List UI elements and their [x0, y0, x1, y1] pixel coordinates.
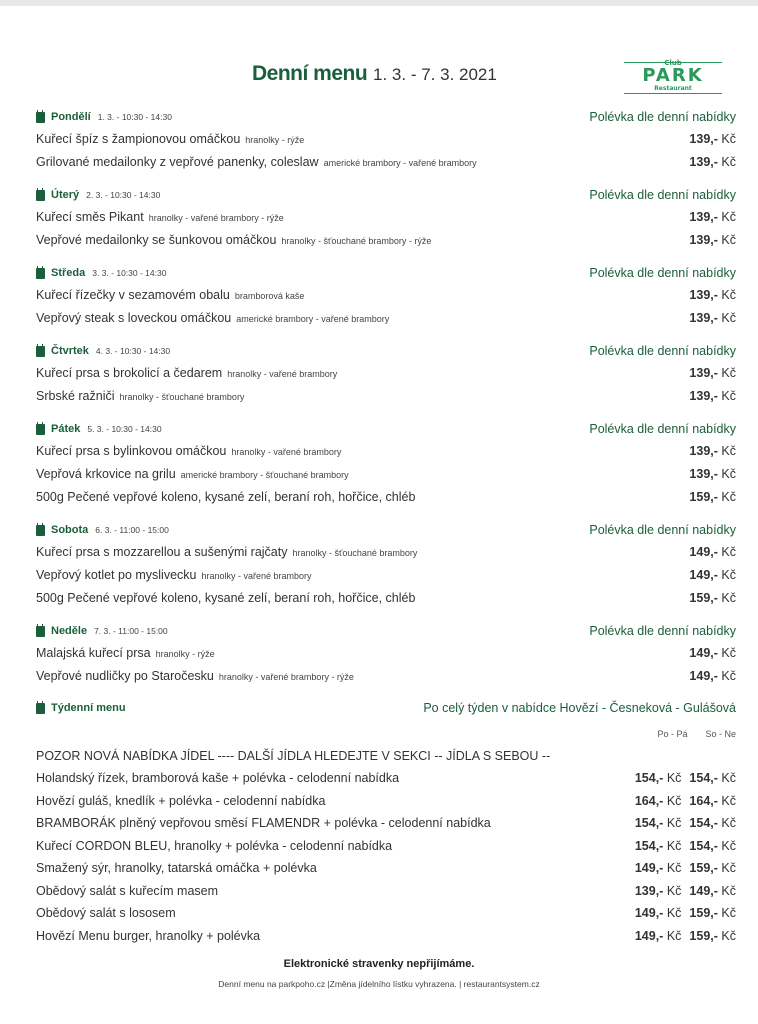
day-section [36, 621, 736, 687]
item-name: Vepřové nudličky po Staročesku [36, 668, 214, 683]
day-section [36, 419, 736, 508]
item-name-wrap [36, 210, 284, 224]
price-value: 159,- [689, 928, 718, 943]
page-title [252, 62, 497, 86]
price-value: 139,- [689, 131, 718, 146]
item-name-wrap [36, 155, 477, 169]
price-value: 139,- [689, 232, 718, 247]
price-value: 159,- [689, 861, 718, 876]
day-name: Úterý [51, 189, 80, 201]
item-name: Smažený sýr, hranolky, tatarská omáčka + polévka [36, 861, 317, 876]
price-columns [36, 724, 736, 744]
price-value: 149,- [689, 883, 718, 898]
weekly-item [36, 857, 736, 880]
item-name-wrap [36, 467, 349, 481]
price-weekday [635, 839, 682, 853]
soup-note: Polévka dle denní nabídky [589, 624, 736, 638]
item-price [689, 444, 736, 458]
item-price [689, 389, 736, 403]
menu-item [36, 306, 736, 329]
currency: Kč [721, 590, 736, 605]
item-name: Kuřecí řízečky v sezamovém obalu [36, 287, 230, 302]
weekly-item [36, 925, 736, 948]
day-section [36, 341, 736, 407]
currency: Kč [721, 544, 736, 559]
currency: Kč [721, 838, 736, 853]
price-value: 149,- [689, 567, 718, 582]
price-weekday [635, 816, 682, 830]
price-weekday [635, 794, 682, 808]
currency: Kč [721, 668, 736, 683]
menu-item [36, 641, 736, 664]
item-name: Vepřová krkovice na grilu [36, 466, 176, 481]
title-dates: 1. 3. - 7. 3. 2021 [373, 65, 497, 84]
menu-item [36, 462, 736, 485]
price-value: 159,- [689, 590, 718, 605]
day-header [36, 419, 736, 439]
item-name: Kuřecí prsa s mozzarellou a sušenými rajčaty [36, 544, 288, 559]
weekly-notice: POZOR NOVÁ NABÍDKA JÍDEL ---- DALŠÍ JÍDLA HLEDEJTE V SEKCI -- JÍDLA S SEBOU -- [36, 748, 551, 763]
item-name: Malajská kuřecí prsa [36, 645, 151, 660]
menu-item [36, 127, 736, 150]
day-header [36, 263, 736, 283]
item-name-wrap [36, 669, 354, 683]
soup-note: Polévka dle denní nabídky [589, 422, 736, 436]
currency: Kč [666, 883, 682, 898]
calendar-icon [36, 112, 45, 123]
price-value: 139,- [689, 443, 718, 458]
day-name: Pondělí [51, 111, 91, 123]
soup-note: Polévka dle denní nabídky [589, 344, 736, 358]
item-side: hranolky - vařené brambory - rýže [218, 671, 354, 682]
calendar-icon [36, 424, 45, 435]
day-section [36, 263, 736, 329]
footer-links: Denní menu na parkpoho.cz |Změna jídelního lístku vyhrazena. | restaurantsystem.cz [218, 979, 540, 989]
day-info: 6. 3. - 11:00 - 15:00 [95, 525, 169, 535]
currency: Kč [666, 793, 682, 808]
currency: Kč [721, 771, 736, 786]
item-price [689, 591, 736, 605]
weekly-header [36, 698, 736, 718]
currency: Kč [666, 861, 682, 876]
item-prices [635, 794, 736, 808]
day-header [36, 185, 736, 205]
price-weekend [689, 771, 736, 785]
currency: Kč [721, 209, 736, 224]
item-prices [635, 906, 736, 920]
day-section [36, 107, 736, 173]
price-weekend [689, 884, 736, 898]
weekly-menu [36, 698, 736, 947]
price-value: 139,- [634, 883, 664, 898]
item-name: 500g Pečené vepřové koleno, kysané zelí, beraní roh, hořčice, chléb [36, 489, 416, 504]
item-name-wrap [36, 288, 304, 302]
currency: Kč [666, 906, 682, 921]
item-name-wrap [36, 646, 215, 660]
currency: Kč [721, 131, 736, 146]
soup-note: Polévka dle denní nabídky [589, 188, 736, 202]
currency: Kč [721, 883, 736, 898]
calendar-icon [36, 268, 45, 279]
currency: Kč [721, 906, 736, 921]
price-value: 149,- [689, 645, 718, 660]
item-name-wrap [36, 366, 337, 380]
price-weekday [635, 906, 682, 920]
price-weekend [689, 816, 736, 830]
item-prices [635, 861, 736, 875]
item-prices [635, 884, 736, 898]
weekly-item [36, 835, 736, 858]
item-name-wrap [36, 389, 244, 403]
day-label [36, 267, 166, 279]
menu-item [36, 384, 736, 407]
calendar-icon [36, 525, 45, 536]
weekly-item [36, 812, 736, 835]
item-price [689, 646, 736, 660]
day-section [36, 185, 736, 251]
menu-item [36, 205, 736, 228]
item-name: Kuřecí prsa s bylinkovou omáčkou [36, 443, 227, 458]
day-label [36, 189, 160, 201]
item-prices [635, 816, 736, 830]
price-value: 139,- [689, 154, 718, 169]
item-price [689, 366, 736, 380]
item-price [689, 210, 736, 224]
item-prices [635, 771, 736, 785]
price-value: 159,- [689, 489, 718, 504]
item-name-wrap [36, 132, 304, 146]
price-value: 154,- [689, 771, 718, 786]
day-name: Čtvrtek [51, 345, 89, 357]
day-section [36, 520, 736, 609]
day-name: Středa [51, 267, 86, 279]
item-prices [635, 929, 736, 943]
currency: Kč [721, 310, 736, 325]
item-name: Vepřový steak s loveckou omáčkou [36, 310, 232, 325]
item-price [689, 155, 736, 169]
day-label [36, 423, 162, 435]
price-value: 149,- [634, 928, 664, 943]
price-weekend [689, 861, 736, 875]
price-value: 159,- [689, 906, 718, 921]
day-info: 4. 3. - 10:30 - 14:30 [95, 346, 171, 356]
soup-note: Polévka dle denní nabídky [589, 523, 736, 537]
currency: Kč [666, 771, 682, 786]
col-weekend: So - Ne [705, 729, 736, 739]
item-name: Kuřecí směs Pikant [36, 209, 144, 224]
day-name: Neděle [51, 625, 88, 637]
menu-item [36, 563, 736, 586]
day-name: Pátek [51, 423, 81, 435]
restaurant-logo: Club PARK Restaurant [624, 58, 722, 92]
item-side: hranolky - šťouchané brambory [292, 547, 418, 558]
item-name-wrap [36, 444, 341, 458]
item-price [689, 568, 736, 582]
weekly-label [36, 702, 126, 714]
item-name: 500g Pečené vepřové koleno, kysané zelí, beraní roh, hořčice, chléb [36, 590, 416, 605]
calendar-icon [36, 703, 45, 714]
item-price [689, 132, 736, 146]
item-name: Obědový salát s kuřecím masem [36, 883, 219, 898]
item-name: Grilované medailonky z vepřové panenky, coleslaw [36, 154, 319, 169]
menu-item [36, 439, 736, 462]
currency: Kč [721, 645, 736, 660]
item-name: Kuřecí CORDON BLEU, hranolky + polévka - celodenní nabídka [36, 838, 393, 853]
currency: Kč [666, 838, 682, 853]
price-value: 154,- [689, 838, 718, 853]
item-name-wrap [36, 568, 312, 582]
day-info: 3. 3. - 10:30 - 14:30 [92, 268, 167, 278]
item-name: Vepřový kotlet po myslivecku [36, 567, 197, 582]
price-value: 139,- [689, 388, 718, 403]
day-header [36, 520, 736, 540]
price-value: 154,- [634, 816, 664, 831]
day-info: 5. 3. - 10:30 - 14:30 [87, 424, 162, 434]
price-weekday [635, 884, 682, 898]
price-weekend [689, 839, 736, 853]
price-weekend [689, 906, 736, 920]
price-value: 154,- [634, 838, 664, 853]
item-side: americké brambory - vařené brambory [323, 157, 477, 168]
weekly-item [36, 880, 736, 903]
price-value: 164,- [634, 793, 664, 808]
menu-item [36, 485, 736, 508]
item-name-wrap [36, 490, 415, 504]
item-name-wrap [36, 233, 431, 247]
price-weekday [635, 929, 682, 943]
item-price [689, 288, 736, 302]
item-name-wrap [36, 311, 389, 325]
currency: Kč [721, 365, 736, 380]
day-info: 2. 3. - 10:30 - 14:30 [86, 190, 161, 200]
item-name: Kuřecí prsa s brokolicí a čedarem [36, 365, 223, 380]
weekly-title: Týdenní menu [51, 702, 126, 714]
day-label [36, 345, 170, 357]
currency: Kč [721, 388, 736, 403]
title-text: Denní menu [252, 62, 368, 85]
calendar-icon [36, 190, 45, 201]
price-value: 139,- [689, 466, 718, 481]
item-prices [635, 839, 736, 853]
currency: Kč [721, 232, 736, 247]
day-name: Sobota [51, 524, 89, 536]
calendar-icon [36, 346, 45, 357]
price-value: 139,- [689, 287, 718, 302]
price-weekend [689, 794, 736, 808]
day-header [36, 341, 736, 361]
day-label [36, 524, 169, 536]
item-name: Obědový salát s lososem [36, 906, 176, 921]
menu-item [36, 540, 736, 563]
currency: Kč [721, 154, 736, 169]
menu-item [36, 283, 736, 306]
top-bar [0, 0, 758, 6]
currency: Kč [721, 816, 736, 831]
item-name: Holandský řízek, bramborová kaše + polévka - celodenní nabídka [36, 771, 400, 786]
item-price [689, 233, 736, 247]
item-name: Vepřové medailonky se šunkovou omáčkou [36, 232, 277, 247]
weekly-soup: Po celý týden v nabídce Hovězí - Česneková - Gulášová [423, 701, 736, 715]
price-value: 139,- [689, 209, 718, 224]
item-price [689, 490, 736, 504]
weekly-item [36, 902, 736, 925]
currency: Kč [721, 861, 736, 876]
price-value: 154,- [634, 771, 664, 786]
weekly-item [36, 767, 736, 790]
footer-note: Elektronické stravenky nepřijímáme. [283, 958, 475, 970]
menu-item [36, 586, 736, 609]
day-label [36, 625, 168, 637]
item-price [689, 311, 736, 325]
item-side: hranolky - vařené brambory - rýže [148, 212, 284, 223]
item-side: hranolky - vařené brambory [201, 570, 312, 581]
price-weekend [689, 929, 736, 943]
item-name-wrap [36, 591, 415, 605]
price-value: 139,- [689, 310, 718, 325]
menu-item [36, 361, 736, 384]
currency: Kč [721, 928, 736, 943]
item-name: Kuřecí špíz s žampionovou omáčkou [36, 131, 241, 146]
item-name: Hovězí Menu burger, hranolky + polévka [36, 928, 261, 943]
item-side: hranolky - rýže [155, 648, 215, 659]
currency: Kč [721, 443, 736, 458]
price-value: 149,- [634, 906, 664, 921]
item-side: hranolky - vařené brambory [227, 368, 338, 379]
item-name: BRAMBORÁK plněný vepřovou směsí FLAMENDR + polévka - celodenní nabídka [36, 816, 491, 831]
currency: Kč [721, 793, 736, 808]
currency: Kč [721, 489, 736, 504]
soup-note: Polévka dle denní nabídky [589, 110, 736, 124]
item-side: hranolky - rýže [245, 134, 305, 145]
price-value: 139,- [689, 365, 718, 380]
item-side: hranolky - šťouchané brambory - rýže [281, 235, 432, 246]
price-value: 149,- [689, 668, 718, 683]
item-side: bramborová kaše [234, 290, 305, 301]
day-info: 7. 3. - 11:00 - 15:00 [94, 626, 168, 636]
item-price [689, 545, 736, 559]
weekly-item [36, 790, 736, 813]
item-price [689, 669, 736, 683]
currency: Kč [721, 287, 736, 302]
item-side: hranolky - vařené brambory [231, 446, 342, 457]
day-label [36, 111, 172, 123]
menu-item [36, 664, 736, 687]
day-header [36, 621, 736, 641]
menu-item [36, 228, 736, 251]
currency: Kč [721, 567, 736, 582]
price-value: 149,- [689, 544, 718, 559]
item-side: hranolky - šťouchané brambory [119, 391, 245, 402]
price-weekday [635, 861, 682, 875]
price-value: 164,- [689, 793, 718, 808]
item-name: Srbské ražniči [36, 388, 115, 403]
price-value: 149,- [634, 861, 664, 876]
currency: Kč [666, 928, 682, 943]
calendar-icon [36, 626, 45, 637]
col-weekday: Po - Pá [657, 729, 688, 739]
day-info: 1. 3. - 10:30 - 14:30 [97, 112, 172, 122]
soup-note: Polévka dle denní nabídky [589, 266, 736, 280]
day-header [36, 107, 736, 127]
item-side: americké brambory - vařené brambory [236, 313, 390, 324]
item-name-wrap [36, 545, 417, 559]
currency: Kč [666, 816, 682, 831]
menu-item [36, 150, 736, 173]
item-side: americké brambory - šťouchané brambory [180, 469, 349, 480]
item-price [689, 467, 736, 481]
currency: Kč [721, 466, 736, 481]
price-weekday [635, 771, 682, 785]
item-name: Hovězí guláš, knedlík + polévka - celodenní nabídka [36, 793, 326, 808]
price-value: 154,- [689, 816, 718, 831]
